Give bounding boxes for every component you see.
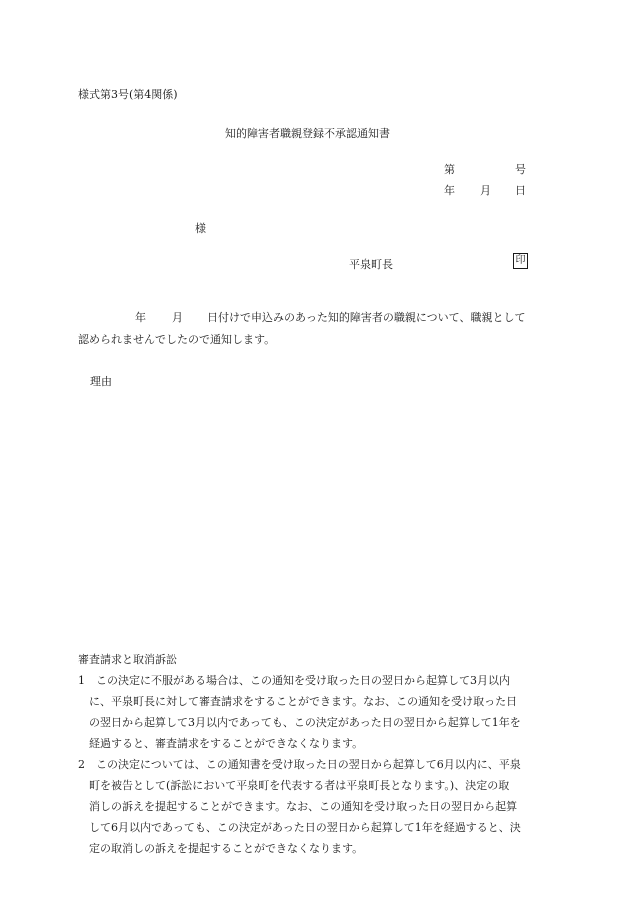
notice-item-1-line: の翌日から起算して3月以内であっても、この決定があった日の翌日から起算して1年を	[89, 716, 521, 729]
appeal-notice-heading: 審査請求と取消訴訟	[78, 653, 177, 666]
notice-item-1-line: 経過すると、審査請求をすることができなくなります。	[89, 737, 364, 750]
body-line-1	[78, 307, 552, 329]
appeal-notice	[78, 649, 558, 859]
body-year: 年	[135, 311, 146, 324]
body-line-1-text: 日付けで申込みのあった知的障害者の職親について、職親として	[207, 311, 526, 324]
issuer-name: 平泉町長	[349, 258, 393, 271]
notice-item-1-line: に、平泉町長に対して審査請求をすることができます。なお、この通知を受け取った日	[89, 695, 518, 708]
notice-item-2-line: して6月以内であっても、この決定があった日の翌日から起算して1年を経過すると、決	[89, 821, 521, 834]
issue-date-year: 年	[444, 184, 455, 197]
body-line-2: 認められませんでしたので通知します。	[78, 333, 276, 346]
form-number: 様式第3号(第4関係)	[78, 88, 178, 101]
seal-mark: 印	[513, 253, 528, 269]
notice-item-2-line: 2 この決定については、この通知書を受け取った日の翌日から起算して6月以内に、平泉	[78, 758, 521, 771]
issue-date-month: 月	[480, 184, 491, 197]
addressee: 様	[195, 222, 206, 235]
reason-label: 理由	[90, 375, 112, 388]
issue-date-day: 日	[515, 184, 526, 197]
document-number-suffix: 号	[515, 163, 526, 176]
document-title: 知的障害者職親登録不承認通知書	[225, 127, 390, 140]
notification-body	[78, 307, 552, 351]
document-number-prefix: 第	[444, 163, 455, 176]
notice-item-2-line: 町を被告として(訴訟において平泉町を代表する者は平泉町長となります。)、決定の取	[89, 779, 510, 792]
notice-item-1-line: 1 この決定に不服がある場合は、この通知を受け取った日の翌日から起算して3月以内	[78, 674, 510, 687]
notice-item-2-line: 消しの訴えを提起することができます。なお、この通知を受け取った日の翌日から起算	[89, 800, 518, 813]
body-month: 月	[172, 311, 183, 324]
notice-item-2-line: 定の取消しの訴えを提起することができなくなります。	[89, 842, 364, 855]
